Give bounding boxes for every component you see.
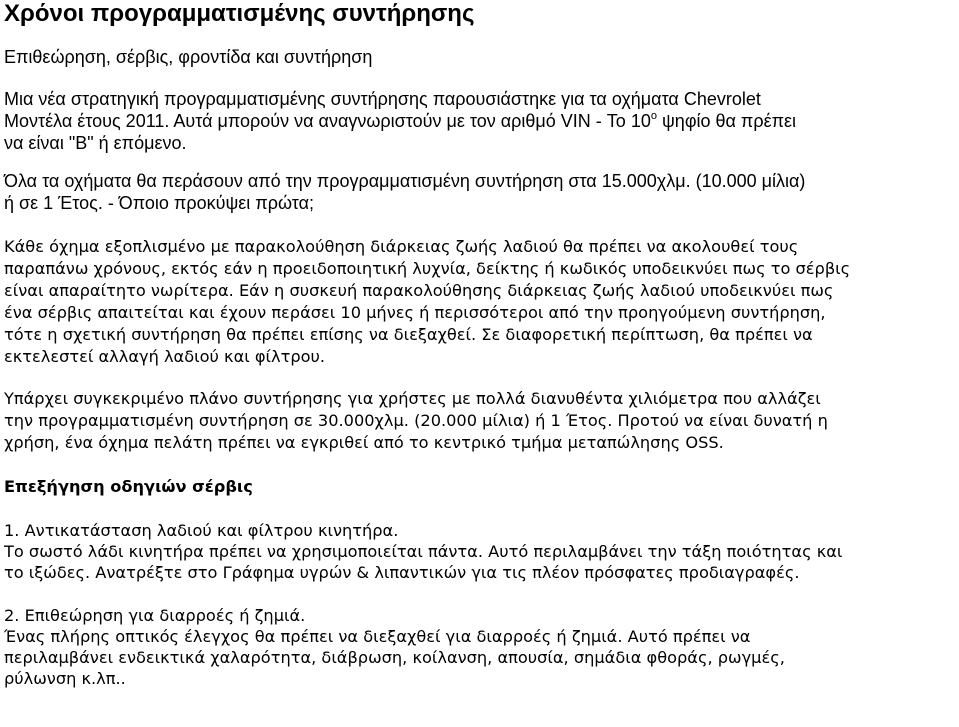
intro-line-2-text-b: ψηφίο θα πρέπει (656, 111, 797, 131)
ordinal-superscript: ο (650, 110, 657, 122)
oil-monitor-line: ένα σέρβις απαιτείται και έχουν περάσει 10 μήνες ή περισσότεροι από την προηγούμενη συντήρηση, (4, 303, 826, 322)
schedule-line-1: Όλα τα οχήματα θα περάσουν από την προγραμματισμένη συντήρηση στα 15.000χλμ. (10.000 μίλια) (4, 171, 806, 191)
intro-line-1: Μια νέα στρατηγική προγραμματισμένης συντήρησης παρουσιάστηκε για τα οχήματα Chevrolet (4, 89, 761, 109)
high-mileage-paragraph (4, 388, 955, 454)
step-line: το ιξώδες. Ανατρέξτε στο Γράφημα υγρών & λιπαντικών για τις πλέον πρόσφατες προδιαγραφές. (4, 563, 800, 582)
high-mileage-line: Υπάρχει συγκεκριμένο πλάνο συντήρησης για χρήστες με πολλά διανυθέντα χιλιόμετρα που αλλάζει (4, 389, 821, 408)
section-heading: Επεξήγηση οδηγιών σέρβις (4, 477, 253, 496)
step-line: ρύλωνση κ.λπ.. (4, 669, 126, 688)
schedule-paragraph (4, 170, 955, 214)
oil-monitor-paragraph (4, 236, 955, 368)
step-item (4, 605, 955, 689)
intro-line-2 (4, 110, 955, 132)
step-heading: 2. Επιθεώρηση για διαρροές ή ζημιά. (4, 606, 306, 625)
intro-paragraph (4, 88, 955, 154)
oil-monitor-line: Κάθε όχημα εξοπλισμένο με παρακολούθηση διάρκειας ζωής λαδιού θα πρέπει να ακολουθεί τους (4, 237, 799, 256)
step-line: περιλαμβάνει ενδεικτικά χαλαρότητα, διάβρωση, κοίλανση, απουσία, σημάδια φθοράς, ρωγμές, (4, 648, 785, 667)
step-line: Ένας πλήρης οπτικός έλεγχος θα πρέπει να διεξαχθεί για διαρροές ή ζημιά. Αυτό πρέπει να (4, 627, 751, 646)
intro-line-3: να είναι "B" ή επόμενο. (4, 133, 187, 153)
oil-monitor-line: παραπάνω χρόνους, εκτός εάν η προειδοποιητική λυχνία, δείκτης ή κωδικός υποδεικνύει πως το σέρβις (4, 259, 851, 278)
step-item (4, 520, 955, 583)
high-mileage-line: χρήση, ένα όχημα πελάτη πρέπει να εγκριθεί από το κεντρικό τμήμα μεταπώλησης OSS. (4, 433, 724, 452)
step-line: Το σωστό λάδι κινητήρα πρέπει να χρησιμοποιείται πάντα. Αυτό περιλαμβάνει την τάξη ποιότητας και (4, 542, 843, 561)
step-heading: 1. Αντικατάσταση λαδιού και φίλτρου κινητήρα. (4, 521, 399, 540)
schedule-line-2: ή σε 1 Έτος. - Όποιο προκύψει πρώτα; (4, 193, 315, 213)
page-subtitle: Επιθεώρηση, σέρβις, φροντίδα και συντήρηση (4, 47, 373, 67)
high-mileage-line: την προγραμματισμένη συντήρηση σε 30.000χλμ. (20.000 μίλια) ή 1 Έτος. Προτού να είναι δυνατή η (4, 411, 828, 430)
page-title: Χρόνοι προγραμματισμένης συντήρησης (4, 0, 475, 27)
intro-line-2-text-a: Μοντέλα έτους 2011. Αυτά μπορούν να αναγνωριστούν με τον αριθμό VIN - Το 10 (4, 111, 651, 131)
oil-monitor-line: εκτελεστεί αλλαγή λαδιού και φίλτρου. (4, 347, 326, 366)
oil-monitor-line: τότε η σχετική συντήρηση θα πρέπει επίσης να διεξαχθεί. Σε διαφορετική περίπτωση, θα πρέπει να (4, 325, 813, 344)
oil-monitor-line: είναι απαραίτητο νωρίτερα. Εάν η συσκευή παρακολούθησης διάρκειας ζωής λαδιού υποδεικνύει πως (4, 281, 834, 300)
